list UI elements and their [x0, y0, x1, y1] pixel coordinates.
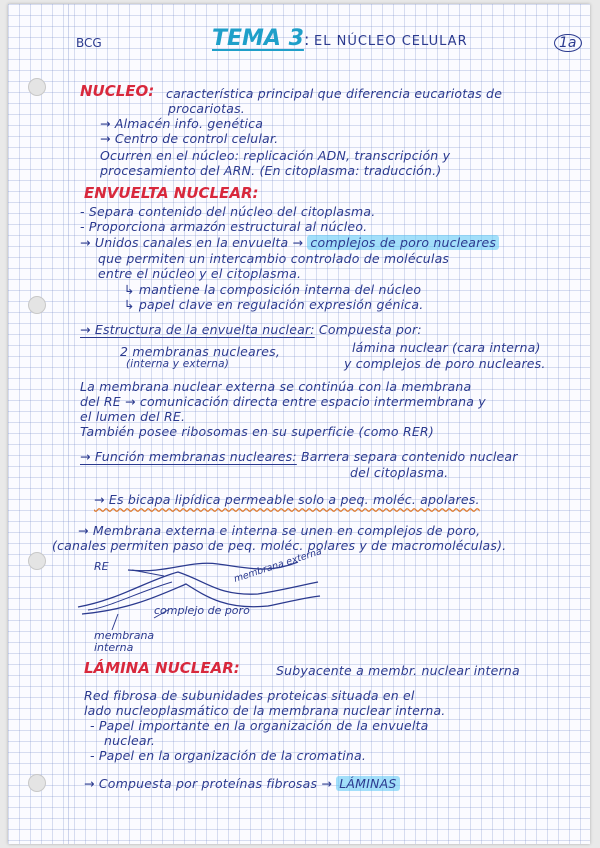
margin-line	[68, 4, 69, 844]
complejos-line: y complejos de poro nucleares.	[344, 356, 546, 371]
binder-hole-2	[28, 296, 46, 314]
nucleo-bullet-1: → Almacén info. genética	[100, 116, 264, 131]
lamina-line-3: - Papel importante en la organización de la envuelta	[90, 718, 429, 733]
membranas-note: (interna y externa)	[126, 358, 230, 370]
bicapa-line: → Es bicapa lipídica permeable solo a peq. moléc. apolares.	[94, 492, 480, 507]
title-colon: :	[304, 30, 310, 49]
envuelta-line-3-prefix: → Unidos canales en la envuelta →	[80, 235, 304, 250]
estructura-line	[80, 322, 422, 337]
header-tag: BCG	[76, 36, 102, 50]
nucleo-bullet-2: → Centro de control celular.	[100, 131, 279, 146]
envuelta-heading: ENVUELTA NUCLEAR:	[84, 184, 259, 202]
binder-hole-4	[28, 774, 46, 792]
envuelta-line-2: - Proporciona armazón estructural al núcleo.	[80, 219, 368, 234]
binder-hole-1	[28, 78, 46, 96]
highlight-complejos-poro: complejos de poro nucleares	[307, 235, 499, 250]
notebook-page	[8, 4, 590, 844]
lamina-subtitle: Subyacente a membr. nuclear interna	[276, 663, 520, 678]
ext-line-3: el lumen del RE.	[80, 409, 186, 424]
funcion-prefix: → Función membranas nucleares:	[80, 449, 297, 464]
lamina-heading: LÁMINA NUCLEAR:	[84, 659, 240, 677]
nucleo-heading: NUCLEO:	[80, 82, 155, 100]
nucleo-line-6: procesamiento del ARN. (En citoplasma: traducción.)	[100, 163, 442, 178]
funcion-line	[80, 449, 518, 464]
envuelta-line-4: que permiten un intercambio controlado de moléculas	[98, 251, 450, 266]
lamina-line-6	[84, 776, 400, 791]
diagram-label-poro: complejo de poro	[154, 604, 250, 617]
title-rest: EL NÚCLEO CELULAR	[314, 34, 468, 49]
lamina-line-1: Red fibrosa de subunidades proteicas situada en el	[84, 688, 415, 703]
diagram-label-re: RE	[94, 560, 109, 573]
ext-line-1: La membrana nuclear externa se continúa con la membrana	[80, 379, 472, 394]
funcion-line-2: del citoplasma.	[350, 465, 449, 480]
membrane-outer-path	[78, 572, 318, 607]
ext-line-2: del RE → comunicación directa entre espacio intermembrana y	[80, 394, 486, 409]
ext-line-4: También posee ribosomas en su superficie (como RER)	[80, 424, 434, 439]
binder-hole-3	[28, 552, 46, 570]
estructura-rest: Compuesta por:	[318, 322, 422, 337]
funcion-rest: Barrera separa contenido nuclear	[301, 449, 518, 464]
nucleo-line-5: Ocurren en el núcleo: replicación ADN, transcripción y	[100, 148, 451, 163]
nucleo-line-2: procariotas.	[168, 101, 245, 116]
diagram-label-int: membrana interna	[94, 629, 155, 654]
lamina-line-6-prefix: → Compuesta por proteínas fibrosas →	[84, 776, 333, 791]
envuelta-line-5: entre el núcleo y el citoplasma.	[98, 266, 302, 281]
poro-line-1: → Membrana externa e interna se unen en complejos de poro,	[78, 523, 481, 538]
page-number: 1a	[554, 34, 582, 52]
lamina-line-2: lado nucleoplasmático de la membrana nuclear interna.	[84, 703, 446, 718]
title-prefix: TEMA 3	[212, 26, 304, 51]
lamina-line-5: - Papel en la organización de la cromatina.	[90, 748, 367, 763]
membranas-line: 2 membranas nucleares,	[120, 344, 281, 359]
lamina-line-4: nuclear.	[104, 733, 156, 748]
highlight-laminas: LÁMINAS	[336, 776, 399, 791]
envuelta-line-7: ↳ papel clave en regulación expresión génica.	[124, 297, 424, 312]
envuelta-line-1: - Separa contenido del núcleo del citoplasma.	[80, 204, 376, 219]
diagram-label-ext: membrana externa	[232, 546, 324, 585]
int-pointer	[112, 614, 118, 630]
envuelta-line-6: ↳ mantiene la composición interna del núcleo	[124, 282, 422, 297]
poro-line-2: (canales permiten paso de peq. moléc. polares y de macromoléculas).	[52, 538, 507, 553]
nucleo-line-1: característica principal que diferencia eucariotas de	[166, 86, 503, 101]
estructura-prefix: → Estructura de la envuelta nuclear:	[80, 322, 315, 337]
lamina-line: lámina nuclear (cara interna)	[352, 340, 541, 355]
envuelta-line-3	[80, 235, 499, 250]
